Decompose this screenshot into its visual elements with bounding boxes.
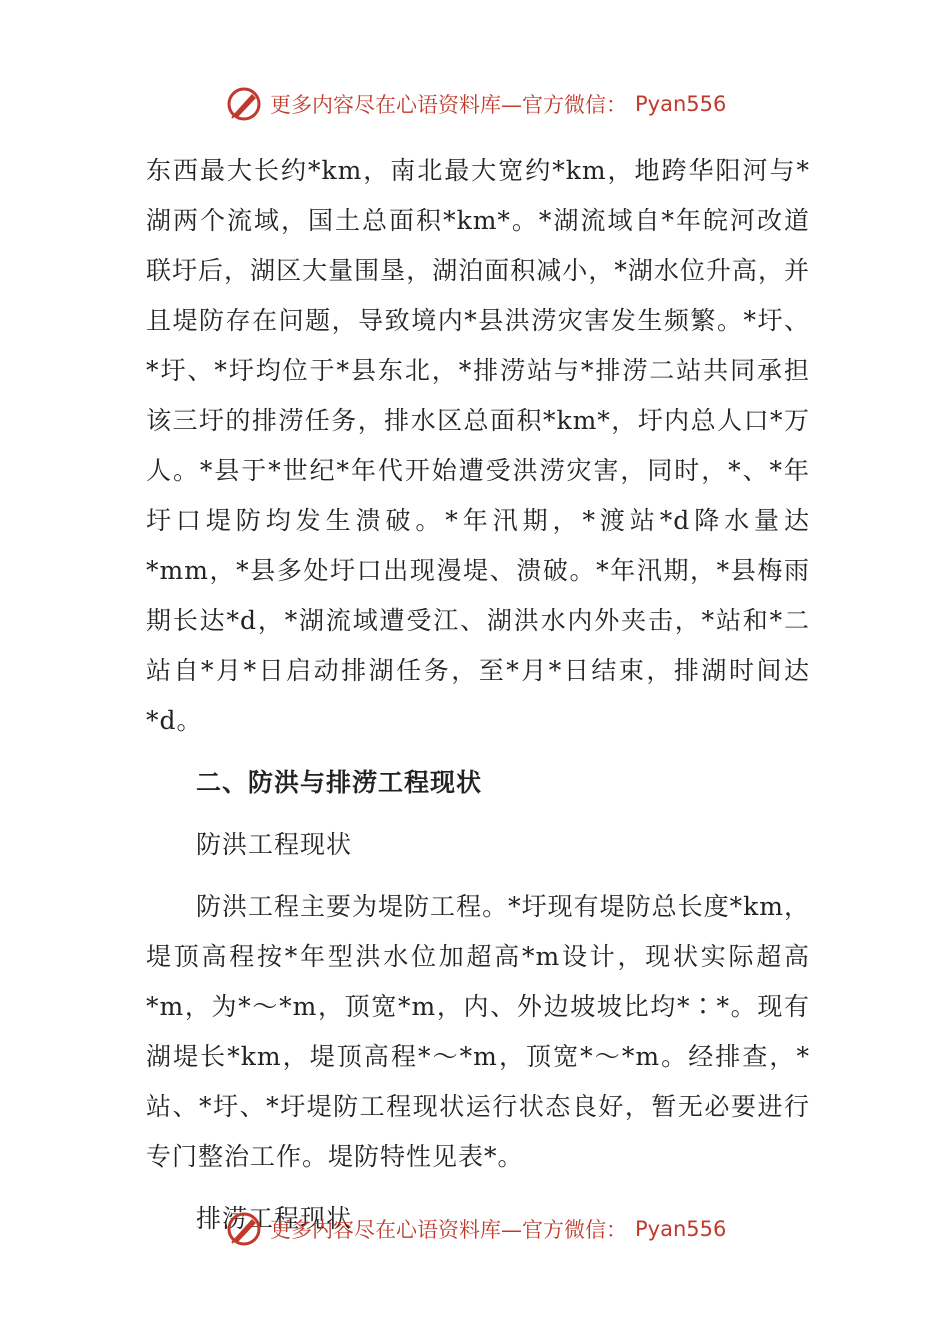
paragraph-flood-history: 东西最大长约*km，南北最大宽约*km，地跨华阳河与*湖两个流域，国土总面积*km*。*湖流域自*年皖河改道联圩后，湖区大量围垦，湖泊面积减小，*湖水位升高，并且堤防存在问题，导致境内*县洪涝灾害发生频繁。*圩、*圩、*圩均位于*县东北，*排涝站与*排涝二站共同承担该三圩的排涝任务，排水区总面积*km*，圩内总人口*万人。*县于*世纪*年代开始遭受洪涝灾害，同时，*、*年圩口堤防均发生溃破。*年汛期，*渡站*d降水量达*mm，*县多处圩口出现漫堤、溃破。*年汛期，*县梅雨期长达*d，*湖流域遭受江、湖洪水内外夹击，*站和*二站自*月*日启动排湖任务，至*月*日结束，排湖时间达*d。 bbox=[146, 156, 810, 735]
wechat-id: Pyan556 bbox=[635, 1217, 727, 1241]
pen-seal-logo-icon bbox=[226, 1211, 262, 1247]
banner-text: 更多内容尽在心语资料库—官方微信： bbox=[270, 93, 627, 117]
header-banner bbox=[226, 84, 826, 124]
footer-banner bbox=[226, 1209, 826, 1249]
banner-text: 更多内容尽在心语资料库—官方微信： bbox=[270, 1218, 627, 1242]
paragraph-levee-works: 防洪工程主要为堤防工程。*圩现有堤防总长度*km，堤顶高程按*年型洪水位加超高*m设计，现状实际超高*m，为*～*m，顶宽*m，内、外边坡坡比均*∶*。现有湖堤长*km，堤顶高程*～*m，顶宽*～*m。经排查，*站、*圩、*圩堤防工程现状运行状态良好，暂无必要进行专门整治工作。堤防特性见表*。 bbox=[146, 892, 810, 1171]
section-heading: 二、防洪与排涝工程现状 bbox=[196, 768, 483, 797]
pen-seal-logo-icon bbox=[226, 86, 262, 122]
subheading-drainage: 排涝工程现状 bbox=[196, 1204, 353, 1233]
document-body bbox=[146, 146, 810, 1244]
wechat-id: Pyan556 bbox=[635, 92, 727, 116]
subheading-flood-control: 防洪工程现状 bbox=[196, 830, 353, 859]
